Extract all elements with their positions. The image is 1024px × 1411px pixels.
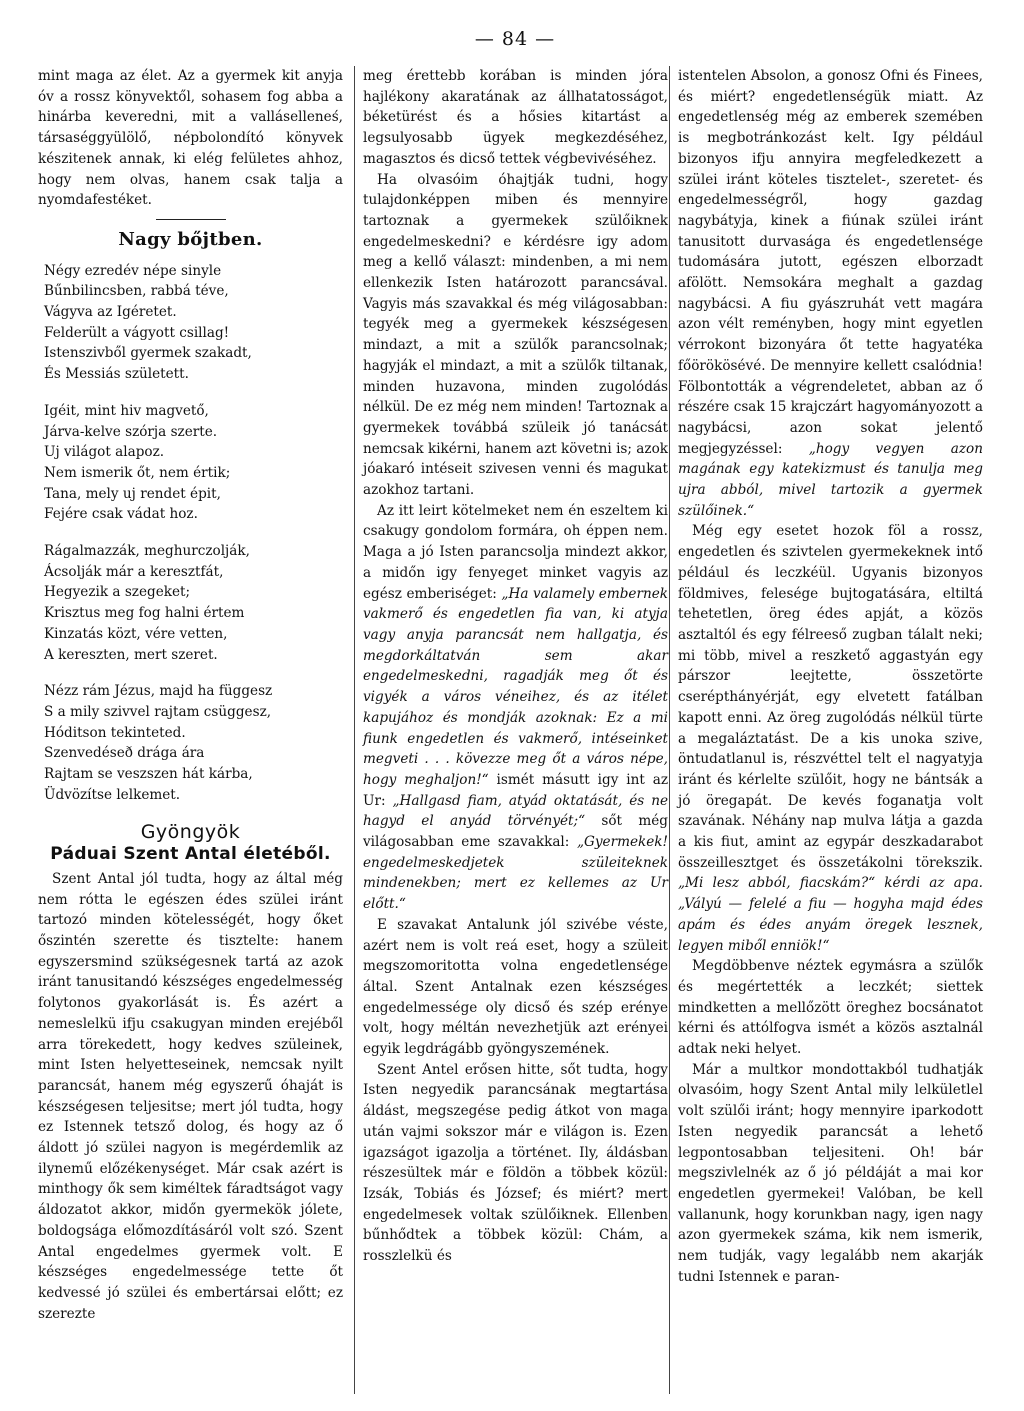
poem-line: Nézz rám Jézus, majd ha függesz bbox=[44, 683, 273, 700]
poem-stanza bbox=[44, 681, 343, 805]
paragraph: Már a multkor mondottakból tudhatják olvasóim, hogy Szent Antal mily lelkületlel volt szülői iránt; hogy mennyire iparkodott Isten negyedik parancsát a lehető legpontosabban teljesiteni. Oh! bár megszivlelnék az ő jó példáját a mai kor engedetlen gyermekei! Valóban, be kell vallanunk, hogy korunkban nagy, igen nagy azon gyermekek száma, kik nem ismerik, nem tudják, vagy legalább nem akarják tudni Istennek e paran- bbox=[678, 1061, 983, 1285]
poem-line: Krisztus meg fog halni értem bbox=[44, 605, 245, 622]
column-3 bbox=[678, 66, 983, 1287]
text-run: ismét másutt igy int az Ur: bbox=[363, 771, 668, 809]
poem-line: Kinzatás közt, vére vetten, bbox=[44, 625, 228, 642]
scripture-quote: „Gyermekek! engedelmeskedjetek szüleiteknek mindenekben; mert ez kellemes az Ur előtt.“ bbox=[363, 834, 668, 913]
poem-line: Rágalmazzák, meghurczolják, bbox=[44, 543, 250, 560]
divider bbox=[156, 219, 226, 220]
scripture-quote: „Hallgasd fiam, atyád oktatását, és ne hagyd el anyád törvényét;“ bbox=[363, 792, 668, 830]
column-rule bbox=[354, 66, 355, 1394]
poem-line: Fejére csak vádat hoz. bbox=[44, 506, 198, 523]
poem-title: Nagy bőjtben. bbox=[118, 228, 263, 250]
poem-line: Hóditson tekinteted. bbox=[44, 724, 186, 741]
paragraph: Ha olvasóim óhajtják tudni, hogy tulajdonképpen miben és mennyire tartoznak a gyermekek szülőiknek engedelmeskedni? e kérdésre igy adom meg a kellő választ: mindenben, a mi nem ellenkezik Isten határozott parancsával. Vagyis más szavakkal és még világosabban: tegyék meg a gyermekek készségesen mindazt, a mit a szülők parancsolnak; hagyják el mindazt, a mit a szülők tiltanak, minden huzavona, minden zugolódás nélkül. De ez még nem minden! Tartoznak a gyermekek továbbá szüleik jó tanácsát nemcsak kikérni, hanem azt követni is; azok jóakaró intéseit szivesen venni és magukat azokhoz tartani. bbox=[363, 171, 668, 499]
scripture-quote: „Ha valamely embernek vakmerő és engedetlen fia van, ki atyja vagy anyja parancsát nem hallgatja, és megdorkáltatván sem akar engedelmeskedni, ragadják meg őt és vigyék a város véneihez, és az itélet kapujához és mondják azoknak: Ez a mi fiunk engedetlen és vakmerő, intéseinket megveti . . . kövezze meg őt a város népe, hogy meghaljon!“ bbox=[363, 585, 668, 788]
poem-line: Nem ismerik őt, nem értik; bbox=[44, 464, 231, 481]
text-run: Az itt leirt kötelmeket nem én eszeltem ki csakugy gondolom formára, oh éppen nem. Maga a jó Isten parancsolja mindezt akkor, a midőn igy fenyeget minket vagyis az egész emberiséget: bbox=[363, 502, 668, 602]
poem-line: Járva-kelve szórja szerte. bbox=[44, 423, 218, 440]
poem-stanza bbox=[44, 541, 343, 665]
paragraph: Szent Antel erősen hitte, sőt tudta, hogy Isten negyedik parancsának megtartása áldást, megszegése pedig átkot von maga után vajmi sokszor már e világon is. Ezen igazságot igazolja a történet. Ily, áldásban részesültek már e földön a többek közül: Izsák, Tobiás és József; és miért? mert engedelmesek voltak szülőiknek. Ellenben bűnhődtek a többek közül: Chám, a rosszlelkü és bbox=[363, 1061, 668, 1265]
poem-line: És Messiás született. bbox=[44, 366, 189, 383]
text-run: Még egy esetet hozok föl a rossz, engedetlen és szivtelen gyermekeknek intő például és leczkéül. Ugyanis bizonyos földmives, felesége bujtogatására, eltiltá tehetetlen, öreg édes apját, a közös asztaltól és egy félreeső zugban tálalt neki; mi több, mivel a reszkető aggastyán egy párszor leejtette, összetörte cserépthányérját, egy elvetett fatálban kapott enni. Az öreg zugolódás nélkül türte a megaláztatást. De a kis unokа szive, öntudatlanul is, részvéttel telt el nagyatyja iránt és kérlelte szülőit, hogy ne bántsák a jó öregapát. De kevés foganatja volt szavának. Néhány nap mulva látja a gazda a kis fiut, amint az egypár deszkadarabot összeillesztget és összetákolni törekszik. bbox=[678, 523, 983, 871]
poem-line: A kereszten, mert szeret. bbox=[44, 646, 218, 663]
poem-line: Négy ezredév népe sinyle bbox=[44, 262, 222, 279]
poem-line: Tana, mely uj rendet épit, bbox=[44, 485, 221, 502]
poem-line: Bűnbilincsben, rabbá téve, bbox=[44, 283, 229, 300]
paragraph bbox=[678, 521, 983, 956]
poem-line: Uj világot alapoz. bbox=[44, 444, 165, 461]
page-number: — 84 — bbox=[474, 28, 556, 50]
poem-line: Felderült a vágyott csillag! bbox=[44, 324, 230, 341]
poem-line: S a mily szivvel rajtam csüggesz, bbox=[44, 703, 272, 720]
paragraph: Megdöbbenve néztek egymásra a szülők és megértették a leczkét; siettek mindketten a mellőzött öreghez bocsánatot kérni és attólfogva ismét a közös asztalnál adtak neki helyet. bbox=[678, 958, 983, 1058]
quote: „Mi lesz abból, fiacskám?“ kérdi az apa. „Vályú — felelé a fiu — hogyha majd édes apám és édes anyám öregek lesznek, legyen miből enniök!“ bbox=[678, 875, 983, 954]
poem-line: Ácsolják már a keresztfát, bbox=[44, 563, 224, 580]
poem-line: Üdvözítse lelkemet. bbox=[44, 786, 181, 803]
section-title: Gyöngyök bbox=[140, 820, 241, 843]
section-subtitle: Páduai Szent Antal életéből. bbox=[50, 844, 331, 865]
text-run: sőt még világosabban eme szavakkal: bbox=[363, 813, 668, 851]
quote: „hogy vegyen azon magának egy katekizmust és tanulja meg ujra abból, mivel tartozik a gyermek szülőinek.“ bbox=[678, 440, 983, 519]
poem-stanza bbox=[44, 261, 343, 385]
poem-stanza bbox=[44, 401, 343, 525]
poem-line: Igéit, mint hiv magvető, bbox=[44, 402, 209, 419]
column-1 bbox=[38, 66, 343, 1324]
poem-line: Szenvedéseð drága ára bbox=[44, 745, 205, 762]
paragraph: Szent Antal jól tudta, hogy az által még nem rótta le egészen édes szülei iránt tartozó minden kötelességét, hogy őket őszintén szerette és tisztelte: hanem egyszersmind szükségesnek tartá az azok iránt tanusitandó készséges engedelmesség folytonos gyakorlását is. És azért a nemeslelkü ifju csakugyan minden erejéből arra törekedett, hogy kedves szüleinek, mint Isten helyetteseinek, nemcsak nyilt parancsát, hanem még egyszerű óhaját is készségesen teljesitse; mert jól tudta, hogy ez Istennek tetsző dolog, és hogy az ő áldott jó szülei nagyon is megérdemlik az ilynemű előzékenységet. Már csak azért is minthogy ők sem kiméltek fáradtságot vagy áldozatot akkor, midőn gyermekök jólete, boldogsága előmozdításáról volt szó. Szent Antal engedelmes gyermek volt. E készséges engedelmessége tette őt kedvessé jó szülei és embertársai előtt; ez szerezte bbox=[38, 870, 343, 1322]
text-run: istentelen Absolon, a gonosz Ofni és Finees, és miért? engedetlenségük miatt. Az engedetlenség még az emberek szemében is megbotránkozást kelt. Igy például bizonyos ifju annyira megfeledkezett a szülei iránt köteles tisztelet-, szeretet- és engedelmességről, hogy gazdag nagybátyja, kinek a fiúnak szülei iránt tanusitott durvasága és engedetlensége tudomására jutott, egészen elborzadt afölött. Nemsokára meghalt a gazdag nagybácsi. A fiu gyászruhát vett magára azon vélt reményben, hogy mint egyetlen vérrokont bizonyára őt tette hagyatéka főörökösévé. De mennyire kellett csalódnia! Fölbontották a végrendeletet, abban az ő részére csak 15 krajczárt hagyományozott a nagybácsi, azon sokat jelentő megjegyzéssel: bbox=[678, 68, 983, 457]
poem-line: Hegyezik a szegeket; bbox=[44, 584, 191, 601]
paragraph: mint maga az élet. Az a gyermek kit anyja óv a rossz könyvektől, sohasem fog abba a hinárba keveredni, mit a valláselleneś, társaséggyülölő, népbolondító könyvek készitenek annak, ki elég felületes ahhoz, hogy nem olvas, hanem csak talja a nyomdafestéket. bbox=[38, 68, 343, 209]
poem-line: Vágyva az Igéretet. bbox=[44, 304, 177, 321]
paragraph: meg érettebb korában is minden jóra hajlékony akaratának az állhatatosságot, béketürést és a hősies kitartást a legsulyosabb ügyek megkezdéséhez, magasztos és dicső tettek végbevivéséhez. bbox=[363, 68, 668, 167]
poem-line: Istenszivből gyermek szakadt, bbox=[44, 345, 252, 362]
column-2 bbox=[363, 66, 668, 1267]
paragraph bbox=[363, 501, 668, 915]
paragraph bbox=[678, 66, 983, 521]
paragraph: E szavakat Antalunk jól szivébe véste, azért nem is volt reá eset, hogy a szüleit megszomoritotta volna engedetlensége által. Szent Antalnak ezen készséges engedelmessége oly dicső és szép erénye volt, hogy méltán nevezhetjük azt erényei egyik legdrágább gyöngyszemének. bbox=[363, 916, 668, 1058]
column-rule bbox=[669, 66, 670, 1394]
poem-line: Rajtam se veszszen hát kárba, bbox=[44, 766, 253, 783]
